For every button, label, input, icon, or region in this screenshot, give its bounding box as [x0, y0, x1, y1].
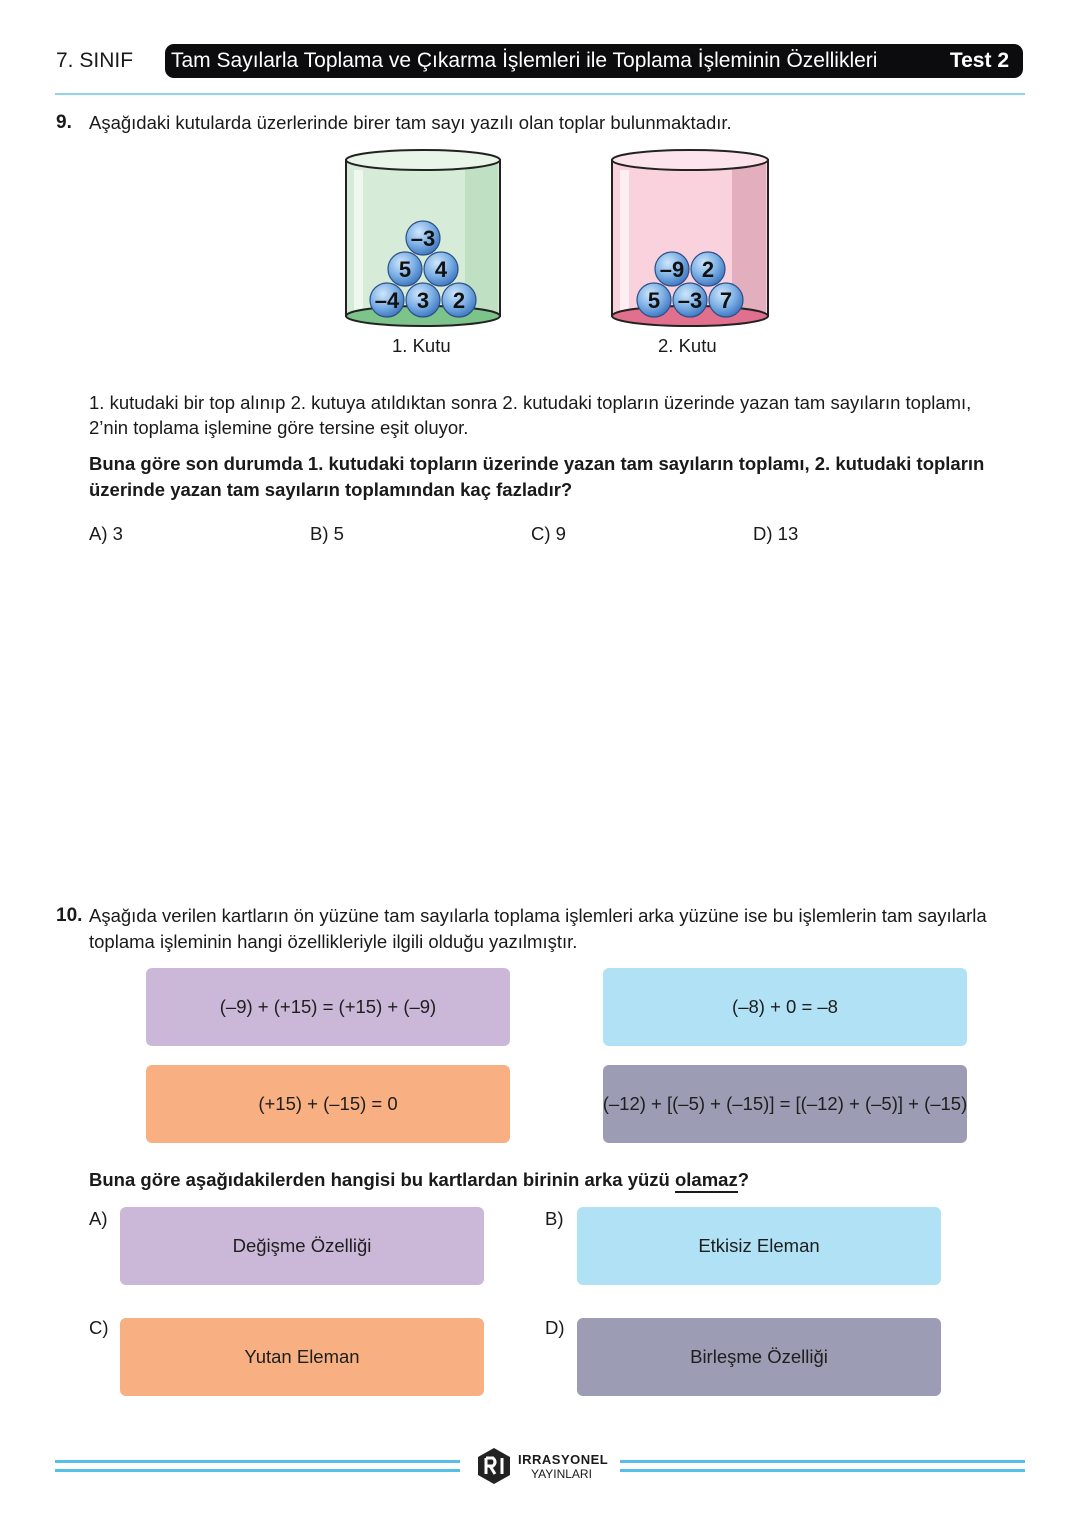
q10-option-d-letter: D): [545, 1317, 565, 1338]
card-associative-example: (–12) + [(–5) + (–15)] = [(–12) + (–5)] + (–15): [603, 1065, 967, 1143]
box-1-ball-label-3: 4: [434, 257, 448, 282]
footer-line-right-top: [620, 1460, 1025, 1463]
test-label: Test 2: [949, 49, 1009, 72]
q10-question-mark: ?: [737, 1169, 750, 1190]
box-2-ball-label-5: 7: [719, 288, 733, 313]
page-title: Tam Sayılarla Toplama ve Çıkarma İşlemleri ile Toplama İşleminin Özellikleri: [171, 49, 878, 72]
publisher-name: IRRASYONEL: [518, 1452, 609, 1467]
q10-option-d[interactable]: Birleşme Özelliği: [577, 1318, 941, 1396]
footer-line-right-bottom: [620, 1469, 1025, 1472]
card-identity-example: (–8) + 0 = –8: [603, 968, 967, 1046]
q9-question-line1: Buna göre son durumda 1. kutudaki topların üzerinde yazan tam sayıların toplamı, 2. kutudaki topların: [89, 453, 985, 474]
box-1-ball-label-5: 3: [416, 288, 430, 313]
q9-option-b[interactable]: B) 5: [310, 523, 344, 544]
box-2-label: 2. Kutu: [658, 335, 717, 356]
q10-question-text: Buna göre aşağıdakilerden hangisi bu kartlardan birinin arka yüzü: [89, 1169, 675, 1190]
card-inverse-example: (+15) + (–15) = 0: [146, 1065, 510, 1143]
q10-number: 10.: [56, 905, 83, 926]
q10-option-b[interactable]: Etkisiz Eleman: [577, 1207, 941, 1285]
box-1-ball-label-1: –3: [410, 226, 436, 251]
q10-question: [89, 1167, 749, 1193]
q10-option-a[interactable]: Değişme Özelliği: [120, 1207, 484, 1285]
box-2-ball-label-1: –9: [659, 257, 685, 282]
q9-option-a[interactable]: A) 3: [89, 523, 123, 544]
box-1-ball-label-6: 2: [452, 288, 466, 313]
box-2-ball-label-2: 2: [701, 257, 715, 282]
q10-option-c-letter: C): [89, 1317, 109, 1338]
q10-intro-line2: toplama işleminin hangi özellikleriyle ilgili olduğu yazılmıştır.: [89, 931, 578, 952]
q9-question-line2: üzerinde yazan tam sayıların toplamından kaç fazladır?: [89, 479, 573, 500]
q9-option-c[interactable]: C) 9: [531, 523, 566, 544]
publisher-logo-icon: [474, 1446, 514, 1486]
box-1-ball-label-2: 5: [398, 257, 412, 282]
box-1-ball-label-4: –4: [374, 288, 400, 313]
grade-label: 7. SINIF: [56, 49, 134, 72]
q10-option-b-letter: B): [545, 1208, 564, 1229]
box-2-ball-label-4: –3: [677, 288, 703, 313]
q10-intro-line1: Aşağıda verilen kartların ön yüzüne tam sayılarla toplama işlemleri arka yüzüne ise bu işlemlerin tam sayılarla: [89, 905, 987, 926]
q9-text-line2: 2’nin toplama işlemine göre tersine eşit oluyor.: [89, 417, 469, 438]
q10-option-a-letter: A): [89, 1208, 108, 1229]
footer-line-left-top: [55, 1460, 460, 1463]
q10-option-c[interactable]: Yutan Eleman: [120, 1318, 484, 1396]
box-2-ball-label-3: 5: [647, 288, 661, 313]
publisher-sub: YAYINLARI: [531, 1467, 592, 1481]
ball-boxes-figure: [330, 140, 790, 330]
q9-intro: Aşağıdaki kutularda üzerlerinde birer tam sayı yazılı olan toplar bulunmaktadır.: [89, 112, 732, 133]
q9-option-d[interactable]: D) 13: [753, 523, 799, 544]
card-commutative-example: (–9) + (+15) = (+15) + (–9): [146, 968, 510, 1046]
footer-line-left-bottom: [55, 1469, 460, 1472]
title-bar: [165, 44, 1023, 78]
q9-number: 9.: [56, 112, 72, 133]
box-1-label: 1. Kutu: [392, 335, 451, 356]
q10-question-emphasis: olamaz: [675, 1169, 738, 1193]
q9-text-line1: 1. kutudaki bir top alınıp 2. kutuya atıldıktan sonra 2. kutudaki topların üzerinde yazan tam sayıların toplamı,: [89, 392, 972, 413]
header-divider: [55, 93, 1025, 95]
